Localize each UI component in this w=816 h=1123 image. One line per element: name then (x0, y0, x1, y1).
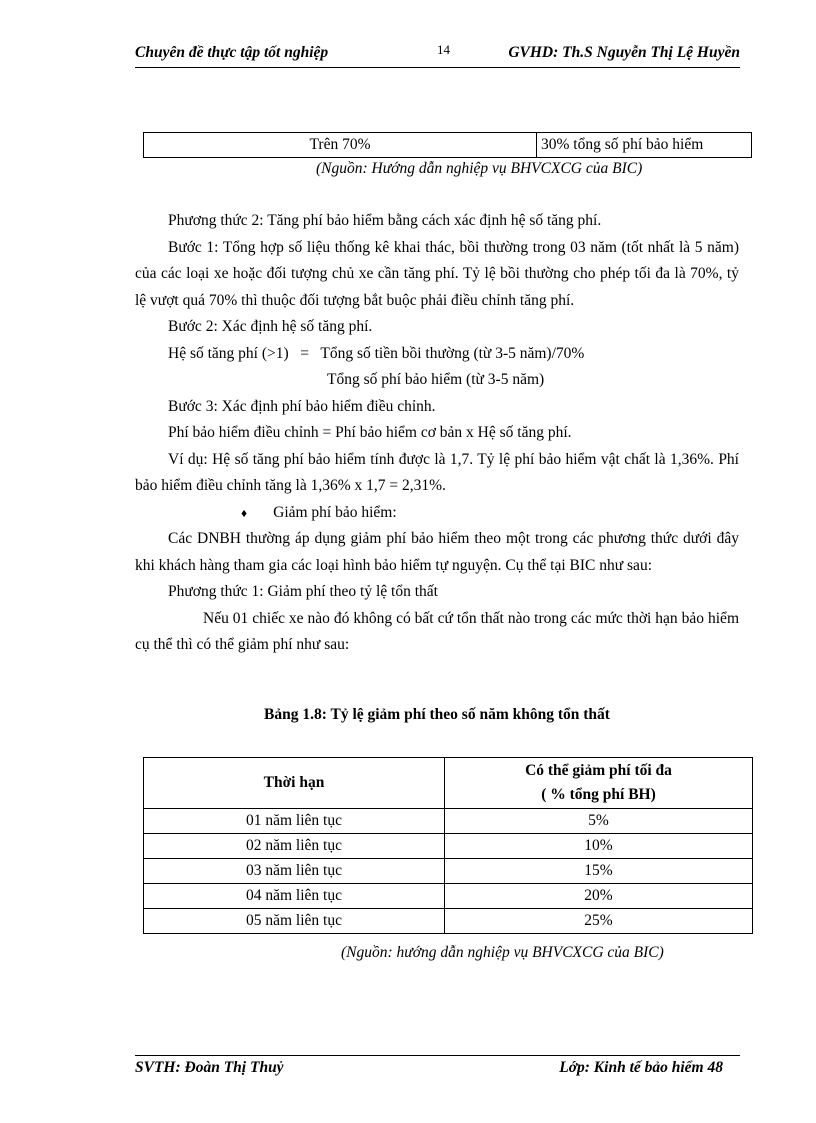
table-header-row (144, 758, 753, 809)
footer-rule (135, 1055, 740, 1056)
term-cell: 02 năm liên tục (144, 834, 445, 859)
source-note: (Nguồn: Hướng dẫn nghiệp vụ BHVCXCG của BIC) (316, 160, 643, 177)
table-row (144, 834, 753, 859)
column-header-line: ( % tổng phí BH) (541, 786, 656, 803)
formula-numerator: Hệ số tăng phí (>1) = Tổng số tiền bồi thường (từ 3-5 năm)/70% (168, 344, 585, 362)
page-header (135, 44, 740, 66)
discount-cell: 25% (445, 909, 753, 934)
paragraph: Bước 2: Xác định hệ số tăng phí. (168, 318, 373, 335)
continued-table (143, 132, 752, 158)
paragraph: Các DNBH thường áp dụng giảm phí bảo hiểm theo một trong các phương thức dưới đây khi khách hàng tham gia các loại hình bảo hiểm tự nguyện. Cụ thể tại BIC như sau: (135, 530, 739, 574)
body-text (135, 208, 739, 659)
header-rule (135, 67, 740, 68)
discount-cell: 20% (445, 884, 753, 909)
footer-student: SVTH: Đoàn Thị Thuỷ (135, 1059, 284, 1076)
paragraph: Bước 1: Tổng hợp số liệu thống kê khai thác, bồi thường trong 03 năm (tốt nhất là 5 năm) của các loại xe hoặc đối tượng chủ xe cần tăng phí. Tỷ lệ bồi thường cho phép tối đa là 70%, tỷ lệ vượt quá 70% thì thuộc đối tượng bắt buộc phải điều chỉnh tăng phí. (135, 238, 739, 309)
page-number: 14 (437, 42, 450, 57)
header-title: Chuyên đề thực tập tốt nghiệp (135, 44, 329, 61)
paragraph: Phương thức 2: Tăng phí bảo hiểm bằng cách xác định hệ số tăng phí. (168, 212, 602, 229)
term-cell: 04 năm liên tục (144, 884, 445, 909)
column-header-discount (445, 758, 753, 809)
column-header-term: Thời hạn (144, 758, 445, 809)
paragraph: Phí bảo hiểm điều chỉnh = Phí bảo hiểm cơ bản x Hệ số tăng phí. (168, 424, 572, 441)
discount-cell: 10% (445, 834, 753, 859)
source-note: (Nguồn: hướng dẫn nghiệp vụ BHVCXCG của BIC) (341, 944, 664, 961)
table-cell: Trên 70% (144, 133, 537, 158)
table-row (144, 809, 753, 834)
paragraph: Phương thức 1: Giảm phí theo tỷ lệ tổn thất (168, 583, 438, 600)
discount-cell: 5% (445, 809, 753, 834)
table-caption: Bảng 1.8: Tỷ lệ giảm phí theo số năm không tổn thất (264, 706, 610, 723)
term-cell: 01 năm liên tục (144, 809, 445, 834)
page-footer (135, 1059, 723, 1081)
table-row (144, 133, 752, 158)
header-advisor: GVHD: Th.S Nguyễn Thị Lệ Huyền (508, 44, 740, 61)
paragraph: Nếu 01 chiếc xe nào đó không có bất cứ tổn thất nào trong các mức thời hạn bảo hiểm cụ thể thì có thể giảm phí như sau: (135, 609, 739, 653)
paragraph: Ví dụ: Hệ số tăng phí bảo hiểm tính được là 1,7. Tỷ lệ phí bảo hiểm vật chất là 1,36%. Phí bảo hiểm điều chỉnh tăng là 1,36% x 1,7 = 2,31%. (135, 450, 739, 494)
footer-class: Lớp: Kinh tế bảo hiểm 48 (559, 1059, 723, 1076)
bullet-text: Giảm phí bảo hiểm: (273, 503, 397, 521)
column-header-line: Có thể giảm phí tối đa (525, 762, 672, 779)
bullet-item (135, 500, 739, 527)
table-cell: 30% tổng số phí bảo hiểm (537, 133, 752, 158)
discount-table (143, 757, 753, 934)
paragraph: Bước 3: Xác định phí bảo hiểm điều chỉnh. (168, 397, 436, 415)
table-row (144, 884, 753, 909)
term-cell: 05 năm liên tục (144, 909, 445, 934)
diamond-bullet-icon: ♦ (241, 505, 248, 520)
term-cell: 03 năm liên tục (144, 859, 445, 884)
discount-cell: 15% (445, 859, 753, 884)
table-row (144, 859, 753, 884)
formula-denominator: Tổng số phí bảo hiểm (từ 3-5 năm) (327, 371, 545, 388)
table-row (144, 909, 753, 934)
